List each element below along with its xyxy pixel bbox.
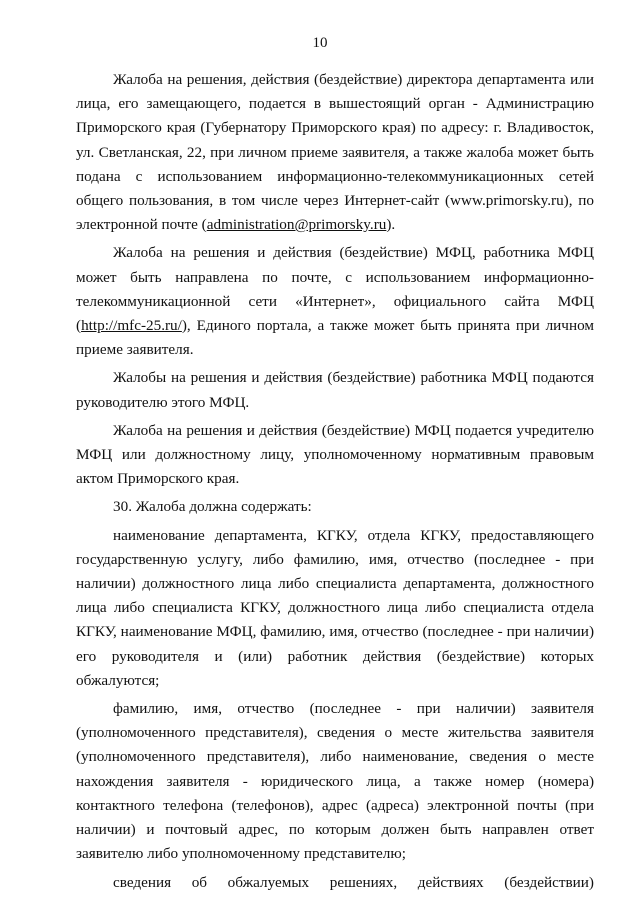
paragraph-text: ). [386,216,396,234]
paragraph-department-name: наименование департамента, КГКУ, отдела КГКУ, предоставляющего государственную услугу, либо фамилию, имя, отчество (последнее - при наличии) должностного лица либо специалиста департамента, должностного лица либо специалиста КГКУ, должностного лица либо специалиста отдела КГКУ, наименование МФЦ, фамилию, имя, отчество (последнее - при наличии) его руководителя и (или) работник действия (бездействие) которых обжалуются; [76,526,594,689]
paragraph-text: Жалоба на решения и действия (бездействие) МФЦ, работника МФЦ может быть направлена по почте, с использованием информационно-телекоммуникационной сети «Интернет», официального сайта МФЦ ( [76,244,594,335]
document-body [76,68,594,895]
website-link-mfc[interactable]: http://mfc-25.ru/ [81,317,182,335]
paragraph-complaint-director [76,68,594,237]
paragraph-text: Жалоба на решения, действия (бездействие) директора департамента или лица, его замещающего, подается в вышестоящий орган - Администрацию Приморского края (Губернатору Приморского края) по адресу: г. Владивосток, ул. Светланская, 22, при личном приеме заявителя, а также жалоба может быть подана с использованием информационно-телекоммуникационных сетей общего пользования, в том числе через Интернет-сайт (www.primorsky.ru), по электронной почте ( [76,71,594,234]
paragraph-applicant-details: фамилию, имя, отчество (последнее - при наличии) заявителя (уполномоченного представителя), сведения о месте жительства заявителя (уполномоченного представителя), либо наименование, сведения о месте нахождения заявителя - юридического лица, а также номер (номера) контактного телефона (телефонов), адрес (адреса) электронной почты (при наличии) и почтовый адрес, по которым должен быть направлен ответ заявителю либо уполномоченному представителю; [76,700,594,863]
page-number: 10 [312,35,328,51]
paragraph-complaint-mfc-worker: Жалобы на решения и действия (бездействие) работника МФЦ подаются руководителю этого МФЦ. [76,369,594,411]
paragraph-text: ), Единого портала, а также может быть принята при личном приеме заявителя. [76,317,594,359]
email-link-administration[interactable]: administration@primorsky.ru [206,216,387,234]
paragraph-complaint-mfc-founder: Жалоба на решения и действия (бездействие) МФЦ подается учредителю МФЦ или должностному лицу, уполномоченному нормативным правовым актом Приморского края. [76,421,594,488]
paragraph-item-30: 30. Жалоба должна содержать: [113,498,312,516]
paragraph-complaint-mfc [76,241,594,362]
paragraph-appealed-decisions: сведения об обжалуемых решениях, действиях (бездействии) [113,873,594,891]
